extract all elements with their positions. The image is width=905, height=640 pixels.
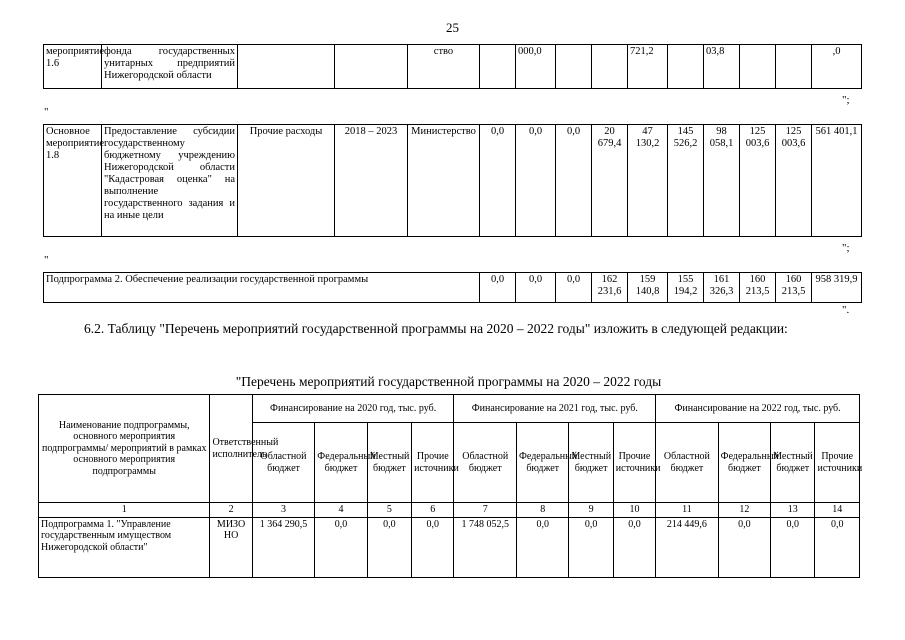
value-cell: 20 679,4 — [592, 125, 628, 237]
opening-quote: " — [44, 106, 49, 118]
measures-table-part-1 — [43, 44, 862, 89]
value-cell: 0,0 — [815, 517, 860, 577]
column-number: 9 — [569, 503, 613, 518]
value-cell — [776, 45, 812, 89]
value-cell: 03,8 — [704, 45, 740, 89]
value-cell: 0,0 — [569, 517, 613, 577]
value-cell: 1 364 290,5 — [252, 517, 315, 577]
closing-quote: "; — [842, 242, 850, 254]
measure-code: мероприятие 1.6 — [44, 45, 102, 89]
header-2020: Финансирование на 2020 год, тыс. руб. — [252, 395, 454, 423]
measure-code: Основное мероприятие 1.8 — [44, 125, 102, 237]
table-row — [44, 125, 862, 237]
value-cell: 160 213,5 — [740, 273, 776, 303]
value-cell: 0,0 — [480, 273, 516, 303]
value-cell: 0,0 — [315, 517, 367, 577]
table-row — [44, 45, 862, 89]
executor: Министерство — [408, 125, 480, 237]
value-cell: 561 401,1 — [812, 125, 862, 237]
header-2022: Финансирование на 2022 год, тыс. руб. — [656, 395, 860, 423]
header-row — [39, 395, 860, 423]
column-number: 3 — [252, 503, 315, 518]
value-cell: 0,0 — [556, 273, 592, 303]
value-cell: 47 130,2 — [628, 125, 668, 237]
page-number: 25 — [446, 20, 459, 35]
value-cell: 162 231,6 — [592, 273, 628, 303]
amendment-paragraph: 6.2. Таблицу "Перечень мероприятий государственной программы на 2020 – 2022 годы" изложить в следующей редакции: — [84, 321, 788, 336]
executor: ство — [408, 45, 480, 89]
column-number: 6 — [412, 503, 454, 518]
value-cell: 145 526,2 — [668, 125, 704, 237]
value-cell: 000,0 — [516, 45, 556, 89]
header-regional: Областной бюджет — [656, 423, 719, 503]
value-cell — [740, 45, 776, 89]
value-cell: 0,0 — [613, 517, 655, 577]
opening-quote: " — [44, 254, 49, 266]
header-2021: Финансирование на 2021 год, тыс. руб. — [454, 395, 656, 423]
value-cell: 0,0 — [516, 273, 556, 303]
column-number: 10 — [613, 503, 655, 518]
value-cell: 0,0 — [480, 125, 516, 237]
closing-quote: ". — [842, 304, 850, 316]
table-row — [39, 517, 860, 577]
column-number: 1 — [39, 503, 210, 518]
value-cell: 125 003,6 — [776, 125, 812, 237]
expense-type: Прочие расходы — [238, 125, 335, 237]
header-name: Наименование подпрограммы, основного мероприятия подпрограммы/ мероприятий в рамках основного мероприятия подпрограммы — [39, 395, 210, 503]
value-cell — [668, 45, 704, 89]
header-responsible: Ответственный исполнитель — [210, 395, 252, 503]
value-cell: 0,0 — [516, 125, 556, 237]
value-cell — [556, 45, 592, 89]
measures-table-part-2 — [43, 124, 862, 237]
value-cell: 161 326,3 — [704, 273, 740, 303]
value-cell — [592, 45, 628, 89]
header-regional: Областной бюджет — [454, 423, 517, 503]
value-cell: 0,0 — [718, 517, 770, 577]
column-number: 4 — [315, 503, 367, 518]
column-number: 14 — [815, 503, 860, 518]
value-cell: 98 058,1 — [704, 125, 740, 237]
value-cell: 0,0 — [771, 517, 815, 577]
subprogram-2-table — [43, 272, 862, 303]
value-cell: 0,0 — [516, 517, 568, 577]
value-cell: 214 449,6 — [656, 517, 719, 577]
value-cell: 958 319,9 — [812, 273, 862, 303]
subprogram-label: Подпрограмма 2. Обеспечение реализации государственной программы — [44, 273, 480, 303]
header-local: Местный бюджет — [771, 423, 815, 503]
value-cell — [480, 45, 516, 89]
value-cell: 0,0 — [556, 125, 592, 237]
header-other: Прочие источники — [412, 423, 454, 503]
column-number: 13 — [771, 503, 815, 518]
table-row — [44, 273, 862, 303]
header-regional: Областной бюджет — [252, 423, 315, 503]
value-cell: 721,2 — [628, 45, 668, 89]
closing-quote: "; — [842, 94, 850, 106]
header-federal: Федеральный бюджет — [718, 423, 770, 503]
column-number: 5 — [367, 503, 411, 518]
period: 2018 – 2023 — [335, 125, 408, 237]
subprogram-name: Подпрограмма 1. "Управление государственным имуществом Нижегородской области" — [39, 517, 210, 577]
column-number: 12 — [718, 503, 770, 518]
value-cell: 0,0 — [367, 517, 411, 577]
header-local: Местный бюджет — [367, 423, 411, 503]
column-number: 7 — [454, 503, 517, 518]
value-cell: ,0 — [812, 45, 862, 89]
table-caption: "Перечень мероприятий государственной программы на 2020 – 2022 годы — [235, 374, 662, 389]
value-cell: 155 194,2 — [668, 273, 704, 303]
column-number: 2 — [210, 503, 252, 518]
header-other: Прочие источники — [815, 423, 860, 503]
header-federal: Федеральный бюджет — [516, 423, 568, 503]
value-cell: 160 213,5 — [776, 273, 812, 303]
program-measures-table — [38, 394, 863, 578]
header-federal: Федеральный бюджет — [315, 423, 367, 503]
column-number: 8 — [516, 503, 568, 518]
header-local: Местный бюджет — [569, 423, 613, 503]
responsible-executor: МИЗО НО — [210, 517, 252, 577]
value-cell: 159 140,8 — [628, 273, 668, 303]
measure-description: Предоставление субсидии государственному бюджетному учреждению Нижегородской области "Кадастровая оценка" на выполнение государственного задания и на иные цели — [102, 125, 238, 237]
value-cell: 1 748 052,5 — [454, 517, 517, 577]
column-number-row — [39, 503, 860, 518]
value-cell: 125 003,6 — [740, 125, 776, 237]
header-other: Прочие источники — [613, 423, 655, 503]
column-number: 11 — [656, 503, 719, 518]
value-cell: 0,0 — [412, 517, 454, 577]
measure-description: фонда государственных унитарных предприятий Нижегородской области — [102, 45, 238, 89]
